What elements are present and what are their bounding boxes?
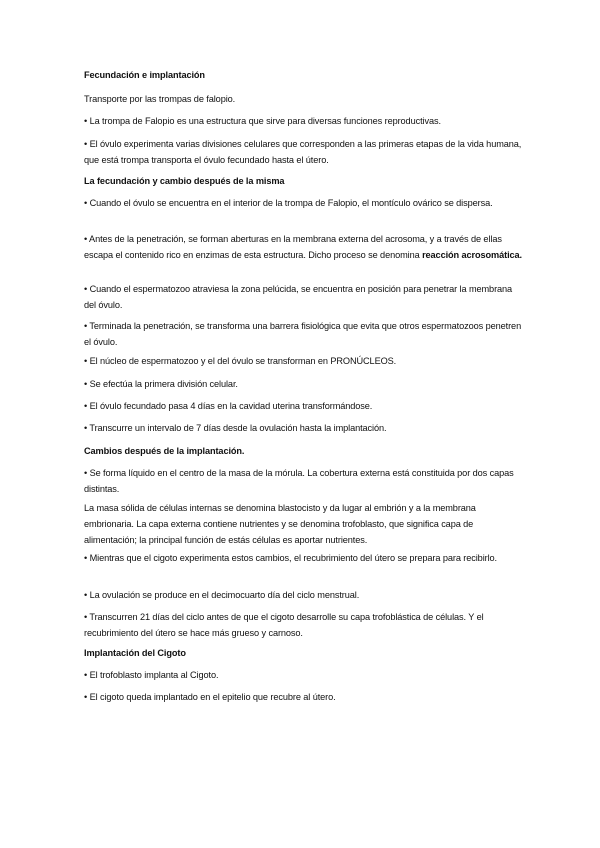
bullet-paragraph: • Transcurren 21 días del ciclo antes de que el cigoto desarrolle su capa trofoblástica de células. Y el recubrimiento del útero se hace más grueso y carnoso.: [84, 612, 484, 638]
bullet-paragraph: • Se efectúa la primera división celular.: [84, 379, 238, 389]
bullet-paragraph: • La trompa de Falopio es una estructura que sirve para diversas funciones reproductivas.: [84, 116, 441, 126]
body-paragraph: La masa sólida de células internas se denomina blastocisto y da lugar al embrión y a la membrana embrionaria. La capa externa contiene nutrientes y se denomina trofoblasto, que significa capa de alimentación; la principal función de estás células es aportar nutrientes.: [84, 503, 476, 545]
bullet-paragraph: • Transcurre un intervalo de 7 días desde la ovulación hasta la implantación.: [84, 423, 387, 433]
bullet-paragraph: • Cuando el espermatozoo atraviesa la zona pelúcida, se encuentra en posición para penetrar la membrana del óvulo.: [84, 284, 513, 310]
bullet-paragraph: [84, 231, 524, 263]
bullet-paragraph: • El trofoblasto implanta al Cigoto.: [84, 670, 219, 680]
bullet-paragraph: • El óvulo fecundado pasa 4 días en la cavidad uterina transformándose.: [84, 401, 373, 411]
intro-paragraph: Transporte por las trompas de falopio.: [84, 94, 236, 104]
bullet-paragraph: • Se forma líquido en el centro de la masa de la mórula. La cobertura externa está constituida por dos capas distintas.: [84, 468, 514, 494]
bullet-paragraph: • Cuando el óvulo se encuentra en el interior de la trompa de Falopio, el montículo ovárico se dispersa.: [84, 198, 493, 208]
bullet-paragraph: • La ovulación se produce en el decimocuarto día del ciclo menstrual.: [84, 590, 360, 600]
section-heading: Implantación del Cigoto: [84, 648, 186, 658]
section-heading: Cambios después de la implantación.: [84, 446, 245, 456]
bullet-paragraph: • Terminada la penetración, se transforma una barrera fisiológica que evita que otros espermatozoos penetren el óvulo.: [84, 321, 522, 347]
section-heading: La fecundación y cambio después de la misma: [84, 176, 285, 186]
document-title: Fecundación e implantación: [84, 70, 205, 80]
paragraph-text: • Antes de la penetración, se forman aberturas en la membrana externa del acrosoma, y a través de ellas escapa el contenido rico en enzimas de esta estructura. Dicho proceso se denomina: [84, 234, 502, 260]
bold-term: reacción acrosomática.: [422, 250, 522, 260]
bullet-paragraph: • Mientras que el cigoto experimenta estos cambios, el recubrimiento del útero se prepara para recibirlo.: [84, 553, 498, 563]
bullet-paragraph: • El óvulo experimenta varias divisiones celulares que corresponden a las primeras etapas de la vida humana, que está trompa transporta el óvulo fecundado hasta el útero.: [84, 139, 522, 165]
bullet-paragraph: • El núcleo de espermatozoo y el del óvulo se transforman en PRONÚCLEOS.: [84, 356, 397, 366]
bullet-paragraph: • El cigoto queda implantado en el epitelio que recubre al útero.: [84, 692, 336, 702]
